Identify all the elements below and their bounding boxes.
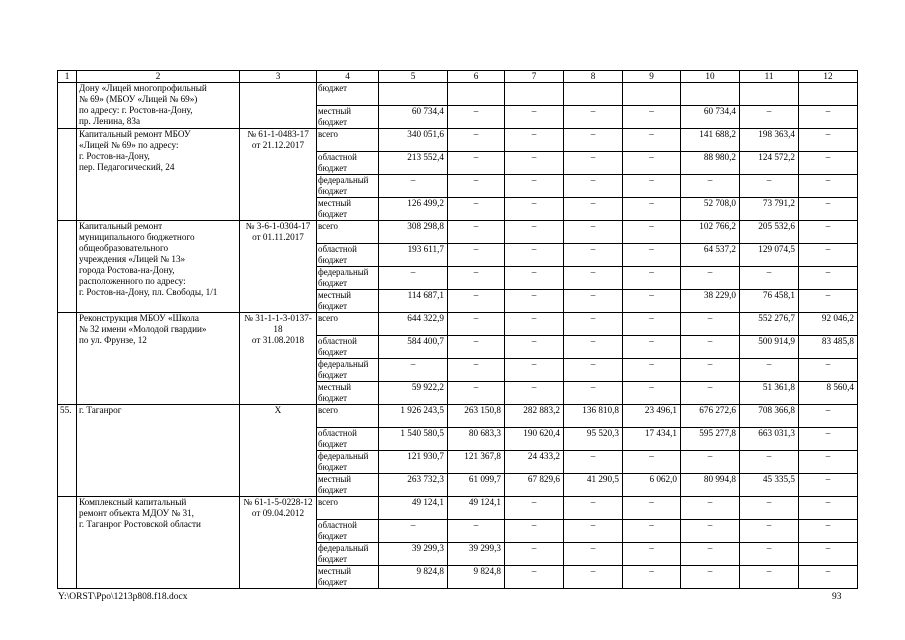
amount-cell: – [564,520,623,543]
amount-cell: 38 229,0 [681,290,740,313]
funding-source-cell: областной бюджет [317,152,379,175]
amount-cell: – [623,221,681,244]
amount-cell: – [448,359,505,382]
amount-cell: 663 031,3 [740,428,799,451]
object-name-cell: Капитальный ремонт муниципального бюджетного общеобразовательного учреждения «Лицей № 13» города Ростова-на-Дону, расположенного по адресу: г. Ростов-на-Дону, пл. Свободы, 1/1 [77,221,240,313]
amount-cell: – [799,451,858,474]
amount-cell: – [448,152,505,175]
amount-cell: – [681,543,740,566]
amount-cell: – [799,152,858,175]
amount-cell: 141 688,2 [681,129,740,152]
funding-source-cell: всего [317,129,379,152]
amount-cell: – [623,244,681,267]
amount-cell: – [448,106,505,129]
amount-cell [623,83,681,106]
expertise-number-cell: № 31-1-1-3-0137- 18 от 31.08.2018 [240,313,317,405]
amount-cell: – [623,152,681,175]
amount-cell: – [799,290,858,313]
amount-cell: – [623,382,681,405]
expertise-number-cell: Х [240,405,317,497]
amount-cell: – [505,221,564,244]
amount-cell: 552 276,7 [740,313,799,336]
amount-cell: – [564,382,623,405]
funding-source-cell: местный бюджет [317,198,379,221]
table-row [58,405,858,428]
amount-cell: – [379,359,448,382]
funding-source-cell: бюджет [317,83,379,106]
amount-cell: – [799,175,858,198]
column-number-cell: 2 [77,71,240,83]
amount-cell: 83 485,8 [799,336,858,359]
amount-cell: 121 367,8 [448,451,505,474]
table-row [58,221,858,244]
amount-cell: – [505,359,564,382]
amount-cell: 49 124,1 [379,497,448,520]
amount-cell: 17 434,1 [623,428,681,451]
amount-cell: – [623,175,681,198]
header-row [58,71,858,83]
amount-cell [799,83,858,106]
column-number-cell: 3 [240,71,317,83]
amount-cell: – [448,520,505,543]
expertise-number-cell [240,83,317,129]
amount-cell: – [505,175,564,198]
amount-cell: – [623,451,681,474]
row-index-cell [58,497,77,589]
amount-cell: – [799,474,858,497]
amount-cell: 1 540 580,5 [379,428,448,451]
amount-cell: 67 829,6 [505,474,564,497]
amount-cell: – [623,359,681,382]
row-index-cell: 55. [58,405,77,497]
column-number-cell: 11 [740,71,799,83]
amount-cell: – [564,129,623,152]
amount-cell: – [448,244,505,267]
amount-cell: 263 732,3 [379,474,448,497]
row-index-cell [58,313,77,405]
funding-source-cell: федеральный бюджет [317,451,379,474]
amount-cell [505,83,564,106]
footer-file-path: Y:\ORST\Ppo\1213p808.f18.docx [58,592,188,602]
amount-cell: – [681,336,740,359]
amount-cell: – [740,106,799,129]
object-name-cell: г. Таганрог [77,405,240,497]
amount-cell: 24 433,2 [505,451,564,474]
amount-cell: – [623,543,681,566]
amount-cell: – [564,221,623,244]
amount-cell: 193 611,7 [379,244,448,267]
amount-cell: 308 298,8 [379,221,448,244]
funding-source-cell: всего [317,313,379,336]
amount-cell: – [623,129,681,152]
funding-source-cell: федеральный бюджет [317,175,379,198]
page-number: 93 [832,592,842,602]
amount-cell: 263 150,8 [448,405,505,428]
amount-cell: 121 930,7 [379,451,448,474]
amount-cell: – [448,221,505,244]
amount-cell: – [505,129,564,152]
funding-source-cell: местный бюджет [317,106,379,129]
amount-cell: 8 560,4 [799,382,858,405]
amount-cell: – [740,175,799,198]
amount-cell: – [505,267,564,290]
table-row [58,313,858,336]
amount-cell: – [564,106,623,129]
object-name-cell: Дону «Лицей многопрофильный № 69» (МБОУ «Лицей № 69») по адресу: г. Ростов-на-Дону, пр. Ленина, 83а [77,83,240,129]
funding-source-cell: областной бюджет [317,520,379,543]
amount-cell: – [505,336,564,359]
amount-cell: – [799,428,858,451]
amount-cell: 80 994,8 [681,474,740,497]
amount-cell: – [681,497,740,520]
amount-cell [448,83,505,106]
object-name-cell: Капитальный ремонт МБОУ «Лицей № 69» по адресу: г. Ростов-на-Дону, пер. Педагогический, 24 [77,129,240,221]
amount-cell: – [740,497,799,520]
funding-source-cell: областной бюджет [317,428,379,451]
amount-cell: – [505,520,564,543]
expertise-number-cell: № 61-1-5-0228-12 от 09.04.2012 [240,497,317,589]
amount-cell: – [799,129,858,152]
amount-cell: 92 046,2 [799,313,858,336]
column-number-cell: 4 [317,71,379,83]
amount-cell: 282 883,2 [505,405,564,428]
budget-table [57,70,858,589]
amount-cell: – [448,198,505,221]
column-number-cell: 6 [448,71,505,83]
row-index-cell [58,129,77,221]
amount-cell: 126 499,2 [379,198,448,221]
amount-cell: 595 277,8 [681,428,740,451]
amount-cell: – [564,543,623,566]
funding-source-cell: областной бюджет [317,336,379,359]
amount-cell: 9 824,8 [379,566,448,589]
amount-cell: – [740,566,799,589]
column-number-cell: 1 [58,71,77,83]
amount-cell: – [379,267,448,290]
column-number-cell: 5 [379,71,448,83]
amount-cell: 52 708,0 [681,198,740,221]
amount-cell: – [623,290,681,313]
amount-cell: – [564,267,623,290]
amount-cell: – [564,497,623,520]
amount-cell: – [448,290,505,313]
amount-cell: – [681,451,740,474]
funding-source-cell: всего [317,497,379,520]
column-number-cell: 8 [564,71,623,83]
amount-cell: – [564,198,623,221]
column-number-cell: 10 [681,71,740,83]
amount-cell: 76 458,1 [740,290,799,313]
amount-cell: 6 062,0 [623,474,681,497]
amount-cell: 60 734,4 [379,106,448,129]
amount-cell: 213 552,4 [379,152,448,175]
amount-cell: 584 400,7 [379,336,448,359]
amount-cell: 61 099,7 [448,474,505,497]
amount-cell: – [564,336,623,359]
amount-cell: 59 922,2 [379,382,448,405]
amount-cell: 73 791,2 [740,198,799,221]
amount-cell: – [799,267,858,290]
amount-cell: – [564,152,623,175]
funding-source-cell: федеральный бюджет [317,359,379,382]
amount-cell: – [505,106,564,129]
amount-cell: – [505,497,564,520]
amount-cell: 129 074,5 [740,244,799,267]
amount-cell: – [681,520,740,543]
amount-cell: 9 824,8 [448,566,505,589]
funding-source-cell: местный бюджет [317,290,379,313]
column-number-cell: 12 [799,71,858,83]
amount-cell: – [799,497,858,520]
amount-cell: – [799,359,858,382]
amount-cell: 95 520,3 [564,428,623,451]
amount-cell: 205 532,6 [740,221,799,244]
amount-cell: – [799,543,858,566]
amount-cell: 136 810,8 [564,405,623,428]
amount-cell: – [505,290,564,313]
amount-cell: – [740,543,799,566]
amount-cell: 80 683,3 [448,428,505,451]
amount-cell: – [623,198,681,221]
amount-cell: 708 366,8 [740,405,799,428]
amount-cell: – [379,520,448,543]
amount-cell: – [740,520,799,543]
amount-cell: – [799,198,858,221]
amount-cell: – [505,566,564,589]
amount-cell: – [448,313,505,336]
amount-cell: 644 322,9 [379,313,448,336]
amount-cell [681,83,740,106]
amount-cell: – [564,451,623,474]
amount-cell: – [564,290,623,313]
amount-cell: – [379,175,448,198]
amount-cell: – [448,382,505,405]
amount-cell: – [448,129,505,152]
amount-cell: – [623,267,681,290]
amount-cell: – [799,221,858,244]
expertise-number-cell: № 3-6-1-0304-17 от 01.11.2017 [240,221,317,313]
amount-cell: – [681,267,740,290]
amount-cell: – [623,497,681,520]
funding-source-cell: местный бюджет [317,566,379,589]
amount-cell: – [740,267,799,290]
amount-cell: 51 361,8 [740,382,799,405]
amount-cell: – [564,244,623,267]
amount-cell: – [623,520,681,543]
amount-cell: – [799,106,858,129]
amount-cell: – [564,313,623,336]
amount-cell: – [681,382,740,405]
amount-cell: 114 687,1 [379,290,448,313]
amount-cell: – [505,152,564,175]
amount-cell: – [740,359,799,382]
amount-cell: – [448,336,505,359]
amount-cell: – [623,566,681,589]
amount-cell: – [505,543,564,566]
amount-cell: – [681,313,740,336]
table-row [58,83,858,106]
amount-cell: – [505,244,564,267]
amount-cell: – [623,313,681,336]
amount-cell: – [564,359,623,382]
amount-cell: – [799,520,858,543]
amount-cell: 1 926 243,5 [379,405,448,428]
amount-cell: – [623,336,681,359]
amount-cell: – [564,175,623,198]
funding-source-cell: всего [317,405,379,428]
amount-cell: – [799,405,858,428]
row-index-cell [58,83,77,129]
amount-cell: 23 496,1 [623,405,681,428]
amount-cell: 39 299,3 [379,543,448,566]
amount-cell: 190 620,4 [505,428,564,451]
amount-cell: 500 914,9 [740,336,799,359]
amount-cell: – [799,244,858,267]
amount-cell: – [505,198,564,221]
amount-cell: – [448,175,505,198]
object-name-cell: Комплексный капитальный ремонт объекта МДОУ № 31, г. Таганрог Ростовской области [77,497,240,589]
amount-cell: 64 537,2 [681,244,740,267]
funding-source-cell: местный бюджет [317,382,379,405]
amount-cell: 88 980,2 [681,152,740,175]
amount-cell: – [623,106,681,129]
amount-cell: – [681,175,740,198]
table-row [58,497,858,520]
amount-cell: – [564,566,623,589]
amount-cell: 198 363,4 [740,129,799,152]
table-row [58,129,858,152]
amount-cell [740,83,799,106]
amount-cell: – [799,566,858,589]
amount-cell: 124 572,2 [740,152,799,175]
amount-cell: 41 290,5 [564,474,623,497]
amount-cell: – [681,566,740,589]
amount-cell: – [681,359,740,382]
object-name-cell: Реконструкция МБОУ «Школа № 32 имени «Молодой гвардии» по ул. Фрунзе, 12 [77,313,240,405]
amount-cell: – [505,313,564,336]
funding-source-cell: федеральный бюджет [317,267,379,290]
amount-cell: 39 299,3 [448,543,505,566]
funding-source-cell: местный бюджет [317,474,379,497]
amount-cell: – [448,267,505,290]
amount-cell: 102 766,2 [681,221,740,244]
funding-source-cell: областной бюджет [317,244,379,267]
expertise-number-cell: № 61-1-0483-17 от 21.12.2017 [240,129,317,221]
amount-cell: 60 734,4 [681,106,740,129]
amount-cell: 676 272,6 [681,405,740,428]
amount-cell: – [505,382,564,405]
column-number-cell: 9 [623,71,681,83]
funding-source-cell: всего [317,221,379,244]
row-index-cell [58,221,77,313]
funding-source-cell: федеральный бюджет [317,543,379,566]
column-number-cell: 7 [505,71,564,83]
amount-cell: 340 051,6 [379,129,448,152]
amount-cell [564,83,623,106]
amount-cell [379,83,448,106]
amount-cell: 49 124,1 [448,497,505,520]
amount-cell: 45 335,5 [740,474,799,497]
amount-cell: – [740,451,799,474]
